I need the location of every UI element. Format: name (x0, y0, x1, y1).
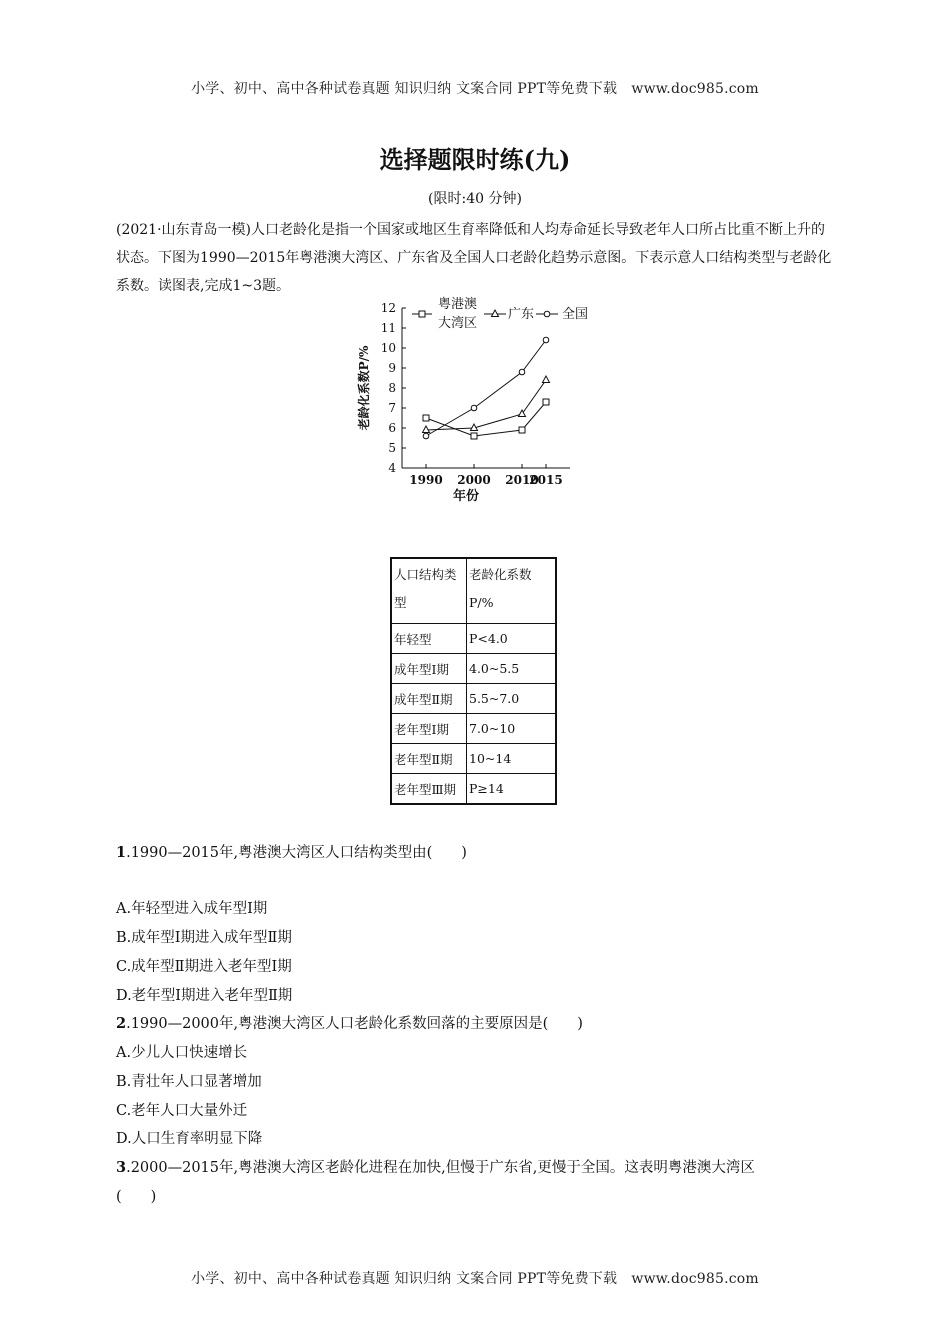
question-number: 1 (116, 844, 127, 861)
q1-option-d[interactable]: D.老年型Ⅰ期进入老年型Ⅱ期 (116, 988, 293, 1004)
legend-marker (492, 310, 499, 317)
table-cell: 老年型Ⅲ期 (391, 774, 467, 805)
question-text: .1990—2000年,粤港澳大湾区人口老龄化系数回落的主要原因是( ) (126, 1016, 583, 1032)
legend-label: 大湾区 (438, 316, 478, 331)
question-3-bracket: ( ) (116, 1189, 157, 1205)
table-cell: 老年型Ⅱ期 (391, 744, 467, 774)
table-header-row (391, 558, 556, 624)
x-tick-label: 1990 (409, 473, 443, 487)
q1-option-b[interactable]: B.成年型Ⅰ期进入成年型Ⅱ期 (116, 930, 292, 946)
y-tick-label: 11 (380, 321, 396, 335)
x-tick-label: 2015 (529, 473, 563, 487)
table-row (391, 714, 556, 744)
table-header-cell: 人口结构类 型 (391, 558, 467, 624)
table-cell: 4.0~5.5 (467, 654, 557, 684)
y-tick-label: 8 (388, 381, 396, 395)
data-point (543, 399, 549, 405)
question-number: 3 (116, 1159, 127, 1176)
data-point (423, 426, 430, 433)
table-cell: 成年型Ⅱ期 (391, 684, 467, 714)
question-number: 2 (116, 1015, 127, 1032)
page-footer: 小学、初中、高中各种试卷真题 知识归纳 文案合同 PPT等免费下载 www.doc985.com (191, 1271, 759, 1287)
table-cell: P≥14 (467, 774, 557, 805)
question-1 (116, 841, 467, 862)
legend-label: 广东 (508, 307, 535, 322)
x-tick-label: 2000 (457, 473, 491, 487)
table-cell: 老年型Ⅰ期 (391, 714, 467, 744)
table-row (391, 654, 556, 684)
y-tick-label: 5 (388, 441, 396, 455)
data-point (543, 376, 550, 383)
page-header: 小学、初中、高中各种试卷真题 知识归纳 文案合同 PPT等免费下载 www.doc985.com (191, 81, 759, 97)
legend-label: 粤港澳 (438, 297, 478, 312)
q2-option-c[interactable]: C.老年人口大量外迁 (116, 1103, 248, 1119)
table-header-cell: 老龄化系数 P/% (467, 558, 557, 624)
q1-option-c[interactable]: C.成年型Ⅱ期进入老年型Ⅰ期 (116, 959, 292, 975)
y-tick-label: 10 (380, 341, 396, 355)
y-tick-label: 9 (388, 361, 396, 375)
table-cell: 成年型Ⅰ期 (391, 654, 467, 684)
y-tick-label: 12 (380, 301, 396, 315)
table-cell: 10~14 (467, 744, 557, 774)
intro-text: 人口老龄化是指一个国家或地区生育率降低和人均寿命延长导致老年人口所占比重不断上升的状态。下图为1990—2015年粤港澳大湾区、广东省及全国人口老龄化趋势示意图。下表示意人口结构类型与老龄化系数。读图表,完成1~3题。 (116, 222, 832, 294)
table-row (391, 744, 556, 774)
data-point (423, 415, 429, 421)
x-axis-label: 年份 (452, 489, 480, 504)
table-row (391, 684, 556, 714)
legend-label: 全国 (562, 307, 589, 322)
q2-option-d[interactable]: D.人口生育率明显下降 (116, 1131, 263, 1147)
data-point (423, 433, 429, 439)
table-cell: P<4.0 (467, 624, 557, 654)
y-tick-label: 7 (388, 401, 396, 415)
table-row (391, 624, 556, 654)
q2-option-b[interactable]: B.青壮年人口显著增加 (116, 1074, 262, 1090)
intro-source: (2021·山东青岛一模) (116, 222, 252, 238)
question-2 (116, 1012, 583, 1033)
x-tick-label: 2010 (505, 473, 539, 487)
data-point (471, 433, 477, 439)
page-title: 选择题限时练(九) (379, 145, 571, 174)
table-cell: 7.0~10 (467, 714, 557, 744)
legend-marker (544, 311, 550, 317)
intro-paragraph (116, 216, 832, 300)
population-structure-table (390, 557, 557, 805)
data-point (519, 369, 525, 375)
question-3 (116, 1156, 755, 1177)
q1-option-a[interactable]: A.年轻型进入成年型Ⅰ期 (116, 901, 268, 917)
data-point (471, 405, 477, 411)
y-tick-label: 4 (388, 461, 396, 475)
data-point (519, 427, 525, 433)
y-tick-label: 6 (388, 421, 396, 435)
table-cell: 年轻型 (391, 624, 467, 654)
series-line-1 (426, 402, 546, 436)
legend-marker (419, 311, 425, 317)
question-text: .1990—2015年,粤港澳大湾区人口结构类型由( ) (126, 845, 467, 861)
series-line-3 (426, 340, 546, 436)
aging-trend-chart (350, 296, 610, 506)
table-cell: 5.5~7.0 (467, 684, 557, 714)
table-row (391, 774, 556, 805)
y-axis-label: 老龄化系数P/% (357, 345, 371, 431)
question-text: .2000—2015年,粤港澳大湾区老龄化进程在加快,但慢于广东省,更慢于全国。这表明粤港澳大湾区 (126, 1160, 755, 1176)
q2-option-a[interactable]: A.少儿人口快速增长 (116, 1045, 248, 1061)
data-point (543, 337, 549, 343)
time-limit: (限时:40 分钟) (428, 191, 522, 207)
